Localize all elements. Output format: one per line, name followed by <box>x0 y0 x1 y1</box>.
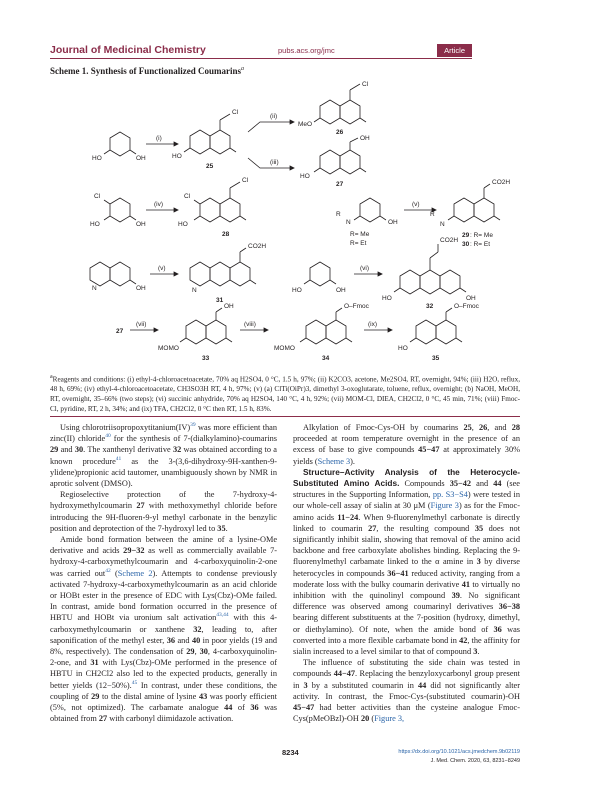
compound-number: 27 <box>368 523 377 533</box>
bond-line <box>474 198 494 222</box>
compound-number: 36 <box>250 703 259 713</box>
text-run: The influence of substituting the side chain was tested in compounds <box>293 658 520 679</box>
text-run: and <box>58 445 75 455</box>
compound-number: 39 <box>451 591 460 601</box>
text-run: as well as commercially available 7-hydroxy-4-carboxymethylcoumarin and 4-carboxyquinolin-2-one was carried out <box>50 546 277 578</box>
compound-number: 42 <box>459 635 468 645</box>
compound-label: 27 <box>336 181 344 188</box>
compound-number: 32 <box>193 624 202 634</box>
text-run: was poorly efficient (5%, not optimized). The carbamate analogue <box>50 691 277 713</box>
compound-number: 29 <box>186 647 195 657</box>
substituent-label: OH <box>360 135 370 142</box>
step-label: (ix) <box>368 321 378 328</box>
text-run: Compounds <box>399 479 450 489</box>
step-label: (viii) <box>244 321 256 328</box>
bond-line <box>380 216 386 220</box>
step-label: (v) <box>158 265 166 272</box>
bond-line <box>240 248 246 252</box>
compound-number: 25 <box>463 423 472 432</box>
substituent-label: Cl <box>242 177 249 184</box>
text-run: as the 3-(3,6-dihydroxy-9H-xanthen-9-ylidene)propionic acid tautomer, unambiguously shown by NMR in aprotic solvent (DMSO). <box>50 456 277 489</box>
substituent-label: HO <box>382 295 392 302</box>
text-run: , 4-carboxyquinolin-2-one, and <box>50 647 277 668</box>
compound-number: 31 <box>90 658 99 668</box>
substituent-label: Cl <box>232 109 239 116</box>
bond-line <box>194 200 200 204</box>
bond-line <box>230 148 236 152</box>
text-run: was converted into a more flexible carbamate bond in <box>293 624 520 645</box>
text-run: , leading to, after saponification of the methyl ester, <box>50 624 277 645</box>
bond-line <box>110 262 130 286</box>
substituent-label: O–Fmoc <box>454 303 479 310</box>
article-type-badge: Article <box>437 44 472 57</box>
paragraph <box>293 467 520 657</box>
substituent-label: R= Me <box>350 231 370 238</box>
text-run: does not significantly inhibit sialin, showing that removal of the amino acid backbone and free carboxylate abolishes binding. Replacing the 9-fluorenylmethyl carbamate linked to the α amine in <box>293 523 520 567</box>
text-run: proceeded at room temperature overnight in the presence of an excess of base to give compounds <box>293 434 520 455</box>
compound-number: 36−41 <box>387 568 409 578</box>
text-run: Amide bond formation between the amine of a lysine-OMe derivative and acids <box>50 535 277 556</box>
bond-line <box>300 338 306 342</box>
bond-line <box>90 262 110 286</box>
bond-line <box>354 216 360 220</box>
substituent-label: CO2H <box>440 237 459 244</box>
bond-line <box>330 280 336 284</box>
supporting-info-link[interactable]: pp. S3−S4 <box>432 490 468 500</box>
bond-line <box>320 150 340 174</box>
julolidine-structure <box>90 262 136 286</box>
bond-line <box>210 130 230 154</box>
bond-line <box>350 138 358 142</box>
text-run: . When 9-fluorenylmethyl carbonate is directly linked to coumarin <box>293 512 520 533</box>
bond-line <box>304 280 310 284</box>
text-run: by a substituted coumarin in <box>307 680 418 690</box>
compound-number: 35 <box>217 523 226 533</box>
text-run: Regioselective protection of the 7-hydroxy-4-hydroxymethylcoumarin <box>50 490 277 511</box>
bond-line <box>130 150 136 154</box>
paragraph: Amide bond formation between the amine of a lysine-OMe derivative and acids 29−32 as well as commercially available 7-hydroxy-4-carboxymethylcoumarin and 4-carboxyquinolin-2-one was carried out$^{42}$ (Scheme 2). Attempts to condense previously activated 7-hydroxy-4-carboxymethylcoumarin as an acid chloride or HOBt ester in the presence of EDC with Lys(Cbz)-OMe failed. In contrast, amide bond formation occurred in the presence of HBTU and HOBt via uronium salt activation$^{43,44}$ with this 4-carboxymethylcoumarin or xanthene 32, leading to, after saponification of the methyl ester, 36 and 40 in poor yields (19 and 8%, respectively). The condensation of 29, 30, 4-carboxyquinolin-2-one, and 31 with Lys(Cbz)-OMe performed in the presence of HBTU in CH2Cl2 also led to the expected products, generally in better yields (12−50%).$^{45}$ In contrast, under these conditions, the coupling of 29 to the distal amine of lysine 43 was poorly efficient (5%, not optimized). The carbamate analogue 44 of 36 was obtained from 27 with carbonyl diimidazole activation. <box>50 535 278 724</box>
substituent-label: Cl <box>184 193 191 200</box>
journal-site-link[interactable]: pubs.acs.org/jmc <box>278 46 335 55</box>
substituent-label: Cl <box>94 193 101 200</box>
text-run: ) as for the Fmoc-amino acids <box>293 501 520 522</box>
reference-link[interactable]: 45 <box>131 679 138 686</box>
bond-line <box>388 328 392 332</box>
substituent-label: OH <box>466 295 476 302</box>
text-run: In contrast, under these conditions, the coupling of <box>50 680 277 701</box>
substituent-label: CO2H <box>492 179 511 186</box>
bond-line <box>360 168 366 172</box>
bond-line <box>206 320 226 344</box>
citation: J. Med. Chem. 2020, 63, 8231−8249 <box>430 758 520 764</box>
substituent-label: HO <box>172 153 182 160</box>
compound-label: 32 <box>426 303 434 310</box>
compound-label: 35 <box>432 355 440 362</box>
compound-number: 29−32 <box>123 546 145 556</box>
resorcinol-2-structure <box>304 262 336 286</box>
xanthene-32-structure <box>394 244 466 294</box>
compound-label: 30 <box>462 241 470 248</box>
bond-line <box>200 198 220 222</box>
bond-line <box>454 198 474 222</box>
bond-line <box>90 84 500 344</box>
figure-link[interactable]: Figure 3, <box>374 714 405 724</box>
bond-line <box>360 198 380 222</box>
compound-number: 44 <box>493 479 502 489</box>
bond-line <box>184 148 190 152</box>
bond-line <box>250 280 256 284</box>
bond-line <box>104 150 110 154</box>
text-run: did not significantly alter activity. In contrast, the Fmoc-Cys-(substituted coumarin)-OH <box>293 680 520 701</box>
bond-line <box>456 338 462 342</box>
bond-line <box>174 208 178 212</box>
reference-link[interactable]: 41 <box>115 455 122 462</box>
compound-number: 36 <box>166 635 176 645</box>
step-label: (vi) <box>360 265 370 272</box>
compound-label: 29 <box>462 232 470 239</box>
coumarin-34-structure <box>300 308 352 344</box>
bond-line <box>340 150 360 174</box>
text-run: with Lys(Cbz)-OMe performed in the presence of HBTU in CH2Cl2 also led to the expected products, generally in better yields (12−50%). <box>50 658 278 690</box>
coumarin-29-30-structure <box>448 184 500 222</box>
scheme-link[interactable]: Scheme 3 <box>317 456 351 466</box>
text-run: had better activities than the cysteine analogue Fmoc-Cys(pMeOBzl)-OH <box>293 703 520 724</box>
bond-line <box>460 288 466 292</box>
compound-number: 29 <box>50 445 59 455</box>
bond-line <box>420 270 440 294</box>
text-run: with this 4-carboxymethylcoumarin or xanthene <box>50 613 278 634</box>
step-label: (i) <box>156 135 162 142</box>
compound-number: 43 <box>198 691 208 701</box>
bond-line <box>220 114 230 120</box>
bond-line <box>416 320 436 344</box>
bond-line <box>264 328 268 332</box>
text-run: . No significant difference was observed among coumarinyl derivatives <box>293 591 520 612</box>
compound-label: 33 <box>202 355 210 362</box>
reaction-arrow <box>248 122 290 132</box>
substituent-label: N <box>92 285 97 292</box>
bond-line <box>326 320 346 344</box>
text-run: to virtually no inhibition with the quinolinyl compound <box>293 579 520 601</box>
text-run: . <box>225 523 228 533</box>
compound-number: 30 <box>74 445 84 455</box>
footnote-marker: a <box>50 374 53 380</box>
section-heading: Structure–Activity Analysis of the Heterocycle-Substituted Amino Acids. <box>293 466 520 489</box>
bond-line <box>174 142 178 146</box>
journal-name: Journal of Medicinal Chemistry <box>50 44 206 56</box>
compound-number: 27 <box>136 501 145 511</box>
compound-number: 32 <box>172 445 182 455</box>
text-run: . The xanthenyl derivative <box>83 445 173 455</box>
compound-label: 28 <box>222 231 230 238</box>
text-run: reduced activity, ranging from a moderate loss with the bulky coumarin derivative <box>293 568 520 589</box>
bond-line <box>336 308 342 312</box>
bond-line <box>310 262 330 286</box>
right-column <box>293 422 520 724</box>
text-run: , the affinity for sialin increased to a level similar to that of compound <box>293 635 520 657</box>
bond-line <box>320 100 340 124</box>
coumarin-33-structure <box>180 308 232 344</box>
substituent-label: HO <box>300 173 310 180</box>
paragraph: Alkylation of Fmoc-Cys-OH by coumarins 25, 26, and 28 proceeded at room temperature overnight in the presence of an excess of base to give compounds 45−47 at approximately 30% yields (Scheme 3). <box>293 423 521 466</box>
compound-number: 44 <box>224 703 233 713</box>
bond-line <box>190 130 210 154</box>
text-run: was obtained according to a known procedure <box>50 445 277 466</box>
coumarin-28-structure <box>194 182 246 222</box>
text-run: ). <box>350 456 355 466</box>
compound-number: 41 <box>461 579 470 589</box>
substituent-label: OH <box>136 285 146 292</box>
compound-number: 45−47 <box>293 703 315 713</box>
compound-number: 20 <box>360 714 370 724</box>
compound-number: 3 <box>473 647 478 657</box>
text-run: in poor yields (19 and 8%, respectively). The condensation of <box>50 635 277 657</box>
compound-number: 30 <box>199 647 208 657</box>
bond-line <box>130 280 136 284</box>
reference-link[interactable]: 40 <box>105 433 111 440</box>
substituent-label: OH <box>224 303 234 310</box>
figure-link[interactable]: Figure 3 <box>430 501 459 511</box>
step-label: (ii) <box>270 113 278 120</box>
bond-line <box>194 216 200 220</box>
reaction-arrow <box>248 158 290 168</box>
bond-line <box>314 168 320 172</box>
compound-number: 11−24 <box>337 512 359 522</box>
substituent-label: OH <box>336 287 346 294</box>
compound-number: 26 <box>479 423 488 432</box>
substituent-label: R= Et <box>350 240 367 247</box>
footnote-marker: a <box>241 66 245 72</box>
paragraph <box>50 422 277 489</box>
substituent-label: N <box>440 221 445 228</box>
substituent-label: CO2H <box>248 243 267 250</box>
substituent-label: O–Fmoc <box>344 303 369 310</box>
compound-number: 35 <box>474 523 484 533</box>
bond-line <box>360 118 366 122</box>
compound-label: 26 <box>336 129 344 136</box>
reference-link[interactable]: 39 <box>190 422 196 429</box>
substituent-label: N <box>346 219 351 226</box>
bond-line <box>394 288 400 292</box>
bond-line <box>378 272 382 276</box>
substituent-label: R <box>336 211 341 218</box>
bond-line <box>130 216 136 220</box>
substituent-label: : R= Me <box>470 232 493 239</box>
running-header <box>50 44 472 59</box>
bond-line <box>190 262 210 286</box>
compound-label: 31 <box>216 297 224 304</box>
bond-line <box>240 216 246 220</box>
compound-number: 44−47 <box>333 669 356 679</box>
substituent-label: HO <box>92 155 102 162</box>
bond-line <box>104 200 110 204</box>
substituent-label: R <box>430 211 435 218</box>
bond-line <box>430 252 438 258</box>
text-run: , <box>194 647 200 657</box>
coumarin-35-structure <box>410 308 462 344</box>
text-run: by diverse heterocycles in compounds <box>293 557 520 578</box>
bond-line <box>230 262 250 286</box>
compound-number: 36 <box>493 624 502 634</box>
compound-number: 3 <box>303 680 308 690</box>
aminophenol-structure <box>354 198 386 222</box>
left-column <box>50 422 277 724</box>
text-run: to the distal amine of lysine <box>99 691 199 701</box>
step-label: (iii) <box>270 159 279 166</box>
text-run: Alkylation of Fmoc-Cys-OH by coumarins <box>303 423 464 432</box>
text-run: was obtained from <box>50 703 278 724</box>
compound-number: 35−42 <box>449 479 472 489</box>
compound-number: 40 <box>191 635 201 645</box>
bond-line <box>210 262 230 286</box>
text-run: was more efficient than zinc(II) chloride <box>50 423 277 444</box>
bond-line <box>350 84 360 90</box>
bond-line <box>440 270 460 294</box>
compound-number: 28 <box>511 423 520 432</box>
bond-line <box>346 338 352 342</box>
bond-line <box>340 100 360 124</box>
reference-link[interactable]: 42 <box>105 567 111 574</box>
bond-line <box>230 182 240 188</box>
bond-line <box>446 308 452 312</box>
text-run: ). Attempts to condense previously activated 7-hydroxy-4-carboxymethylcoumarin as an acid chloride or HOBt ester in the presence of EDC with Lys(Cbz)-OMe failed. In contrast, amide bond formation occurred in the presence of HBTU and HOBt via uronium salt activation <box>50 568 277 623</box>
scheme-footnote <box>50 372 520 414</box>
substituent-label: OH <box>136 221 146 228</box>
bond-line <box>186 320 206 344</box>
bond-line <box>306 320 326 344</box>
coumarin-25-structure <box>184 114 236 154</box>
step-label: (v) <box>412 201 420 208</box>
compound-number: 3 <box>476 557 481 567</box>
text-run: bearing different substituents at the 7-position (hydroxy, dimethyl, or diethylamino). Of note, when the amide bond of <box>293 613 520 634</box>
section-divider <box>50 416 520 417</box>
page-number: 8234 <box>282 748 299 757</box>
bond-line <box>216 308 222 312</box>
compound-number: 44 <box>417 680 427 690</box>
doi-link[interactable]: https://dx.doi.org/10.1021/acs.jmedchem.9b02119 <box>398 749 520 755</box>
scheme-link[interactable]: Scheme 2 <box>117 568 153 578</box>
text-run: at approximately 30% yields ( <box>293 445 521 466</box>
substituent-label: MOMO <box>274 345 295 352</box>
bond-line <box>290 120 294 124</box>
bond-line <box>290 166 294 170</box>
text-run: with carbonyl diimidazole activation. <box>107 714 234 724</box>
text-run: and <box>471 479 494 489</box>
substituent-label: MeO <box>298 121 313 128</box>
bond-line <box>484 184 490 188</box>
compound-number: 29 <box>91 691 100 701</box>
chlororesorcinol-structure <box>104 198 136 222</box>
substituent-label: HO <box>178 221 188 228</box>
step-label: (vii) <box>136 321 147 328</box>
text-run: for the synthesis of 7-(dialkylamino)-coumarins <box>110 434 277 444</box>
substituent-label: OH <box>136 155 146 162</box>
substituent-label: N <box>192 287 197 294</box>
paragraph <box>50 489 277 534</box>
bond-line <box>220 198 240 222</box>
bond-line <box>314 118 320 122</box>
substituent-label: Cl <box>362 81 369 88</box>
coumarin-31-structure <box>190 248 256 286</box>
bond-line <box>436 320 456 344</box>
bond-line <box>110 198 130 222</box>
bond-line <box>154 328 158 332</box>
text-run: of <box>232 703 251 713</box>
reaction-scheme <box>50 80 520 370</box>
substituent-label: HO <box>90 221 100 228</box>
bond-line <box>180 338 186 342</box>
bond-line <box>410 338 416 342</box>
text-run: , the resulting compound <box>376 523 475 533</box>
scheme-title <box>50 66 244 76</box>
substituent-label: : R= Et <box>470 241 491 248</box>
scheme-title-text: Scheme 1. Synthesis of Functionalized Coumarins <box>50 66 242 76</box>
compound-label: 34 <box>322 355 330 362</box>
substituent-label: HO <box>398 345 408 352</box>
substituent-label: HO <box>292 287 302 294</box>
text-run: (see structures in the Supporting Information, <box>293 479 520 500</box>
substituent-label: MOMO <box>158 345 179 352</box>
bond-line <box>448 216 454 220</box>
bond-line <box>110 132 130 156</box>
bond-line <box>174 272 178 276</box>
coumarin-26-structure <box>314 84 366 124</box>
resorcinol-structure <box>104 132 136 156</box>
reference-link[interactable]: 43,44 <box>216 612 229 619</box>
compound-label: 25 <box>206 163 214 170</box>
footnote-text: Reagents and conditions: (i) ethyl-4-chloroacetoacetate, 70% aq H2SO4, 0 °C, 1.5 h, 97%; (ii) K2CO3, acetone, Me2SO4, RT, overnight, 94%; (iii) H2O, reflux, 48 h, 69%; (iv) ethyl-4-chloroacetoacetate, CH3SO3H RT, 4 h, 97%; (v) (a) ClTi(OiPr)3, dimethyl 3-oxoglutarate, toluene, reflux, overnight; (b) NaOH, MeOH, RT, overnight, 35–66% (two steps); (vi) succinic anhydride, 70% aq H2SO4, 140 °C, 4 h, 92%; (vii) MOM-Cl, DIEA, CH2Cl2, 0 °C, 45 min, 71%; (viii) Fmoc-Cl, pyridine, RT, 2 h, 34%; and (ix) TFA, CH2Cl2, 0 °C then RT, 1.5 h, 83%. <box>50 375 520 414</box>
compound-number: 45−47 <box>418 445 440 455</box>
bond-line <box>494 216 500 220</box>
bond-line <box>104 216 110 220</box>
paragraph: The influence of substituting the side chain was tested in compounds 44−47. Replacing the benzyloxycarbonyl group present in 3 by a substituted coumarin in 44 did not significantly alter activity. In contrast, the Fmoc-Cys-(substituted coumarin)-OH 45−47 had better activities than the cysteine analogue Fmoc-Cys(pMeOBzl)-OH 20 (Figure 3, <box>293 658 520 724</box>
text-run: and <box>175 635 192 645</box>
substituent-label: OH <box>388 219 398 226</box>
compound-number: 36−38 <box>498 602 520 612</box>
text-run: . Replacing the benzyloxycarbonyl group present in <box>293 669 520 690</box>
compound-label: 27 <box>116 328 124 335</box>
text-run: with methoxymethyl chloride before introducing the 9H-fluoren-9-yl methyl carbonate in the benzylic position and deprotection of the 7-hydroxyl led to <box>50 501 277 533</box>
bond-line <box>400 270 420 294</box>
text-run: ) were tested in our whole-cell assay of sialin at 30 μM ( <box>293 490 520 511</box>
step-label: (iv) <box>154 201 164 208</box>
bond-line <box>226 338 232 342</box>
text-run: Using chlorotriisopropoxytitanium(IV) <box>60 423 191 432</box>
text-run: . <box>477 647 480 657</box>
coumarin-27-structure <box>314 138 366 174</box>
compound-number: 27 <box>98 714 108 724</box>
